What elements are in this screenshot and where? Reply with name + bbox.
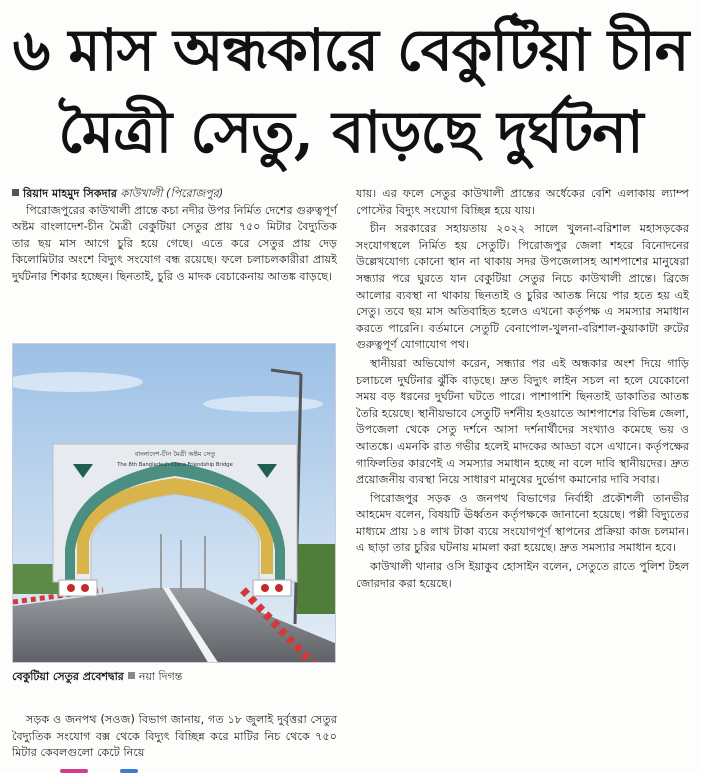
caption-square-icon xyxy=(128,672,135,679)
decor-mark xyxy=(60,769,88,773)
byline-place: কাউখালী (পিরোজপুর) xyxy=(120,187,224,200)
headline-line-2: মৈত্রী সেতু, বাড়ছে দুর্ঘটনা xyxy=(58,98,643,166)
paragraph: কাউখালী থানার ওসি ইয়াকুব হোসাইন বলেন, সেতুতে রাতে পুলিশ টহল জোরদার করা হয়েছে। xyxy=(356,560,689,590)
caption-credit: নয়া দিগন্ত xyxy=(138,670,183,683)
byline xyxy=(12,186,337,203)
paragraph: স্থানীয়রা অভিযোগ করেন, সন্ধ্যার পর এই অন্ধকার অংশ দিয়ে গাড়ি চলাচলে দুর্ঘটনার ঝুঁকি বাড়ছে। দ্রুত বিদ্যুৎ লাইন সচল না হলে যেকোনো সময় বড় ধরনের দুর্ঘটনা ঘটতে পারে। পাশাপাশি ছিনতাই ডাকাতির আতঙ্ক তৈরি হয়েছে। স্থানীয়ভাবে সেতুটি দর্শনীয় হওয়াতে আশপাশের বিভিন্ন জেলা, উপজেলা থেকে সেতু দর্শনে আসা দর্শনার্থীদের সংখ্যাও কমেছে ভয় ও আতঙ্কে। এমনকি রাত গভীর হলেই মাদকের আড্ডা বসে এখানে। কর্তৃপক্ষের গাফিলতির কারণেই এ সমস্যার সমাধান হচ্ছে না বলে দাবি স্থানীয়দের। দ্রুত প্রয়োজনীয় ব্যবস্থা নিয়ে সাধারণ মানুষের দুর্ভোগ কমানোর দাবি সবার। xyxy=(356,356,689,487)
bottom-decoration xyxy=(0,767,701,773)
paragraph: চীন সরকারের সহায়তায় ২০২২ সালে খুলনা-বরিশাল মহাসড়কের সংযোগস্থলে নির্মিত হয় সেতুটি। পিরোজপুর জেলা শহরে বিনোদনের উল্লেখযোগ্য কোনো স্থান না থাকায় সদর উপজেলাসহ আশপাশের মানুষেরা সন্ধ্যার পরে ঘুরতে যান বেকুটিয়া সেতুর নিচে কাউখালী প্রান্তে। ব্রিজে আলোর ব্যবস্থা না থাকায় ছিনতাই ও চুরির আতঙ্ক নিয়ে পার হতে হয় এই সেতু। তবে ছয় মাস অতিবাহিত হলেও এখনো কর্তৃপক্ষ এ সমস্যার সমাধান করতে পারেনি। বর্তমানে সেতুটি বেনাপোল-খুলনা-বরিশাল-কুয়াকাটা রুটের গুরুত্বপূর্ণ যোগাযোগ পথ। xyxy=(356,222,689,352)
bullet-square-icon xyxy=(12,189,19,196)
photo-caption xyxy=(12,670,337,684)
byline-author: রিয়াদ মাহমুদ সিকদার xyxy=(23,187,117,200)
decor-mark xyxy=(120,769,138,773)
article-column-right xyxy=(356,186,689,592)
gate-text-bangla: বাংলাদেশ-চীন মৈত্রী অষ্টম সেতু xyxy=(134,450,216,458)
headline-line-1: ৬ মাস অন্ধকারে বেকুটিয়া চীন xyxy=(12,16,689,84)
paragraph: যায়। এর ফলে সেতুর কাউখালী প্রান্তের অর্ধেকের বেশি এলাকায় ল্যাম্প পোস্টের বিদ্যুৎ সংযোগ বিচ্ছিন্ন হয়ে যায়। xyxy=(356,187,689,217)
gate-text-english: The 8th Bangladesh-China Friendship Bridge xyxy=(117,462,233,468)
paragraph: সড়ক ও জনপথ (সওজ) বিভাগ জানায়, গত ১৮ জুলাই দুর্বৃত্তরা সেতুর বৈদ্যুতিক সংযোগ বক্স থেকে বিদ্যুৎ বিচ্ছিন্ন করে মাটির নিচ থেকে ৭৫০ মিটার কেবলগুলো কেটে নিয়ে xyxy=(12,713,337,760)
paragraph: পিরোজপুর সড়ক ও জনপথ বিভাগের নির্বাহী প্রকৌশলী তানভীর আহমেদ বলেন, বিষয়টি ঊর্ধ্বতন কর্তৃপক্ষকে জানানো হয়েছে। পল্লী বিদ্যুতের মাধ্যমে প্রায় ১৪ লাখ টাকা ব্যয়ে সংযোগপূর্ণ স্থাপনের প্রক্রিয়া কাজ চলমান। এ ছাড়া তার চুরির ঘটনায় মামলা করা হয়েছে। দ্রুত সমস্যার সমাধান হবে। xyxy=(356,491,689,555)
headline xyxy=(0,0,701,178)
article-column-left-bottom xyxy=(12,712,337,762)
bridge-gate-photo xyxy=(12,343,336,663)
article-column-left xyxy=(12,186,337,286)
caption-title: বেকুটিয়া সেতুর প্রবেশদ্বার xyxy=(12,670,124,683)
paragraph: পিরোজপুরের কাউখালী প্রান্তে কচা নদীর উপর নির্মিত দেশের গুরুত্বপূর্ণ অষ্টম বাংলাদেশ-চীন মৈত্রী বেকুটিয়া সেতুর প্রায় ৭৫০ মিটার বৈদ্যুতিক তার ছয় মাস আগে চুরি হয়ে গেছে। এতে করে সেতুর প্রায় দেড় কিলোমিটার অংশে বিদ্যুৎ সংযোগ বন্ধ রয়েছে। ফলে চলাচলকারীরা প্রায়ই দুর্ঘটনার শিকার হচ্ছেন। ছিনতাই, চুরি ও মাদক বেচাকেনায় আতঙ্ক বাড়ছে। xyxy=(12,203,337,283)
